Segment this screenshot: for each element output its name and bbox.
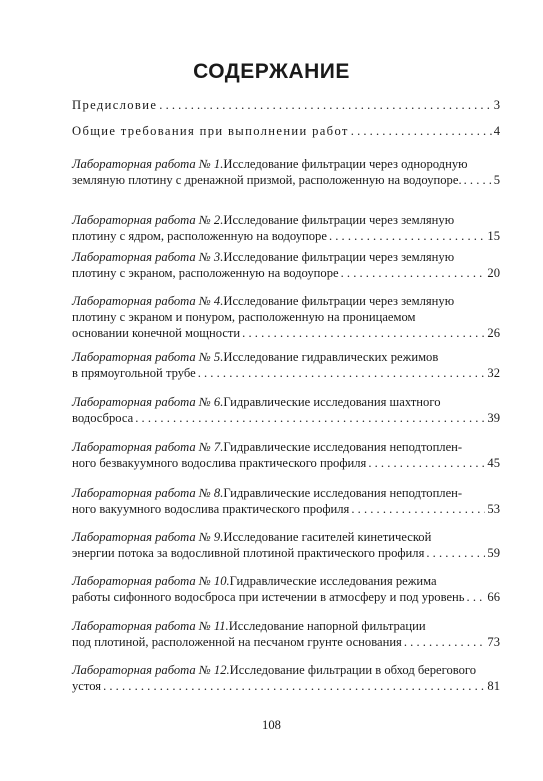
toc-page-number: 73: [487, 635, 500, 649]
toc-entry[interactable]: [72, 123, 500, 139]
toc-entry[interactable]: [72, 662, 500, 694]
toc-line: [72, 529, 500, 545]
toc-entry-text: Исследование напорной фильтрации: [228, 619, 426, 633]
dot-leader: [242, 325, 485, 341]
toc-entry[interactable]: [72, 485, 500, 517]
dot-leader: [159, 97, 491, 113]
toc-entry-text: Гидравлические исследования шахтного: [223, 395, 441, 409]
toc-line: [72, 662, 500, 678]
toc-entry[interactable]: [72, 212, 500, 244]
toc-entry-text: Исследование фильтрации через однородную: [223, 157, 468, 171]
toc-page-number: 32: [487, 366, 500, 380]
dot-leader: [368, 455, 485, 471]
toc-entry-lead: Лабораторная работа № 8.: [72, 486, 224, 500]
toc-entry-lead: Лабораторная работа № 7.: [72, 440, 224, 454]
toc-page-number: 4: [493, 124, 500, 138]
toc-entry-lead: Лабораторная работа № 2.: [72, 213, 224, 227]
toc-entry[interactable]: [72, 573, 500, 605]
dot-leader: [467, 589, 486, 605]
dot-leader: [135, 410, 485, 426]
toc-entry-text: ного безвакуумного водослива практического профиля: [72, 456, 367, 470]
toc-line: [72, 309, 500, 325]
toc-line: [72, 172, 500, 188]
toc-line: [72, 485, 500, 501]
toc-entry-text: Предисловие: [72, 98, 158, 112]
dot-leader: [329, 228, 485, 244]
toc-entry-text: Исследование фильтрации через земляную: [223, 294, 455, 308]
toc-entry-text: Исследование гасителей кинетической: [223, 530, 432, 544]
toc-entry-text: плотину с экраном и понуром, расположенную на проницаемом: [72, 310, 416, 324]
toc-entry-lead: Лабораторная работа № 5.: [72, 350, 224, 364]
toc-entry-text: работы сифонного водосброса при истечении в атмосферу и под уровень: [72, 590, 465, 604]
toc-entry-text: устоя: [72, 679, 102, 693]
toc-page-number: 45: [487, 456, 500, 470]
toc-entry-text: Гидравлические исследования режима: [229, 574, 437, 588]
toc-page-number: 3: [493, 98, 500, 112]
toc-entry[interactable]: [72, 97, 500, 113]
toc-entry-lead: Лабораторная работа № 1.: [72, 157, 224, 171]
toc-line: [72, 249, 500, 265]
toc-entry-lead: Лабораторная работа № 12.: [72, 663, 230, 677]
toc-line: [72, 265, 500, 281]
toc-line: [72, 394, 500, 410]
toc-line: [72, 573, 500, 589]
toc-entry-text: основании конечной мощности: [72, 326, 241, 340]
toc-entry[interactable]: [72, 249, 500, 281]
toc-page-number: 39: [487, 411, 500, 425]
toc-entry-text: водосброса: [72, 411, 134, 425]
toc-line: [72, 349, 500, 365]
toc-line: [72, 545, 500, 561]
toc-line: [72, 123, 500, 139]
toc-line: [72, 212, 500, 228]
dot-leader: [351, 501, 485, 517]
toc-entry-text: под плотиной, расположенной на песчаном грунте основания: [72, 635, 402, 649]
toc-page-number: 20: [487, 266, 500, 280]
toc-page-number: 53: [487, 502, 500, 516]
toc-entry-lead: Лабораторная работа № 6.: [72, 395, 224, 409]
dot-leader: [404, 634, 486, 650]
toc-line: [72, 325, 500, 341]
toc-page-number: 26: [487, 326, 500, 340]
toc-entry-text: плотину с ядром, расположенную на водоупоре: [72, 229, 327, 243]
dot-leader: [351, 123, 492, 139]
toc-line: [72, 678, 500, 694]
dot-leader: [426, 545, 485, 561]
toc-entry[interactable]: [72, 156, 500, 188]
toc-entry-text: Гидравлические исследования неподтоплен-: [223, 440, 463, 454]
toc-entry[interactable]: [72, 394, 500, 426]
toc-entry-text: Исследование фильтрации через земляную: [223, 250, 455, 264]
toc-entry[interactable]: [72, 349, 500, 381]
toc-entry-lead: Лабораторная работа № 10.: [72, 574, 230, 588]
toc-line: [72, 410, 500, 426]
dot-leader: [198, 365, 486, 381]
toc-line: [72, 589, 500, 605]
toc-line: [72, 439, 500, 455]
toc-line: [72, 455, 500, 471]
toc-line: [72, 618, 500, 634]
toc-entry-text: Гидравлические исследования неподтоплен-: [223, 486, 463, 500]
toc-page-number: 66: [487, 590, 500, 604]
toc-entry-text: земляную плотину с дренажной призмой, расположенную на водоупоре.: [72, 173, 462, 187]
toc-entry-text: Исследование фильтрации в обход берегового: [229, 663, 477, 677]
toc-entry[interactable]: [72, 293, 500, 341]
toc-entry-lead: Лабораторная работа № 9.: [72, 530, 224, 544]
toc-page-number: 59: [487, 546, 500, 560]
dot-leader: [341, 265, 486, 281]
toc-line: [72, 501, 500, 517]
toc-page-number: 15: [487, 229, 500, 243]
toc-page-number: 5: [493, 173, 500, 187]
toc-entry-text: энергии потока за водосливной плотиной практического профиля: [72, 546, 425, 560]
toc-entry[interactable]: [72, 529, 500, 561]
toc-entry[interactable]: [72, 439, 500, 471]
page-title: СОДЕРЖАНИЕ: [193, 60, 350, 83]
page-number: 108: [262, 718, 281, 732]
toc-line: [72, 634, 500, 650]
toc-entry-lead: Лабораторная работа № 11.: [72, 619, 229, 633]
toc-entry-lead: Лабораторная работа № 3.: [72, 250, 224, 264]
toc-entry-text: Исследование фильтрации через земляную: [223, 213, 455, 227]
toc-entry-lead: Лабораторная работа № 4.: [72, 294, 224, 308]
toc-entry-text: в прямоугольной трубе: [72, 366, 196, 380]
dot-leader: [464, 172, 492, 188]
toc-line: [72, 156, 500, 172]
toc-line: [72, 97, 500, 113]
toc-line: [72, 365, 500, 381]
toc-entry-text: Исследование гидравлических режимов: [223, 350, 439, 364]
dot-leader: [103, 678, 485, 694]
toc-line: [72, 228, 500, 244]
toc-entry[interactable]: [72, 618, 500, 650]
toc-entry-text: плотину с экраном, расположенную на водоупоре: [72, 266, 339, 280]
toc-entry-text: Общие требования при выполнении работ: [72, 124, 349, 138]
toc-entry-text: ного вакуумного водослива практического профиля: [72, 502, 350, 516]
toc-line: [72, 293, 500, 309]
toc-page-number: 81: [487, 679, 500, 693]
